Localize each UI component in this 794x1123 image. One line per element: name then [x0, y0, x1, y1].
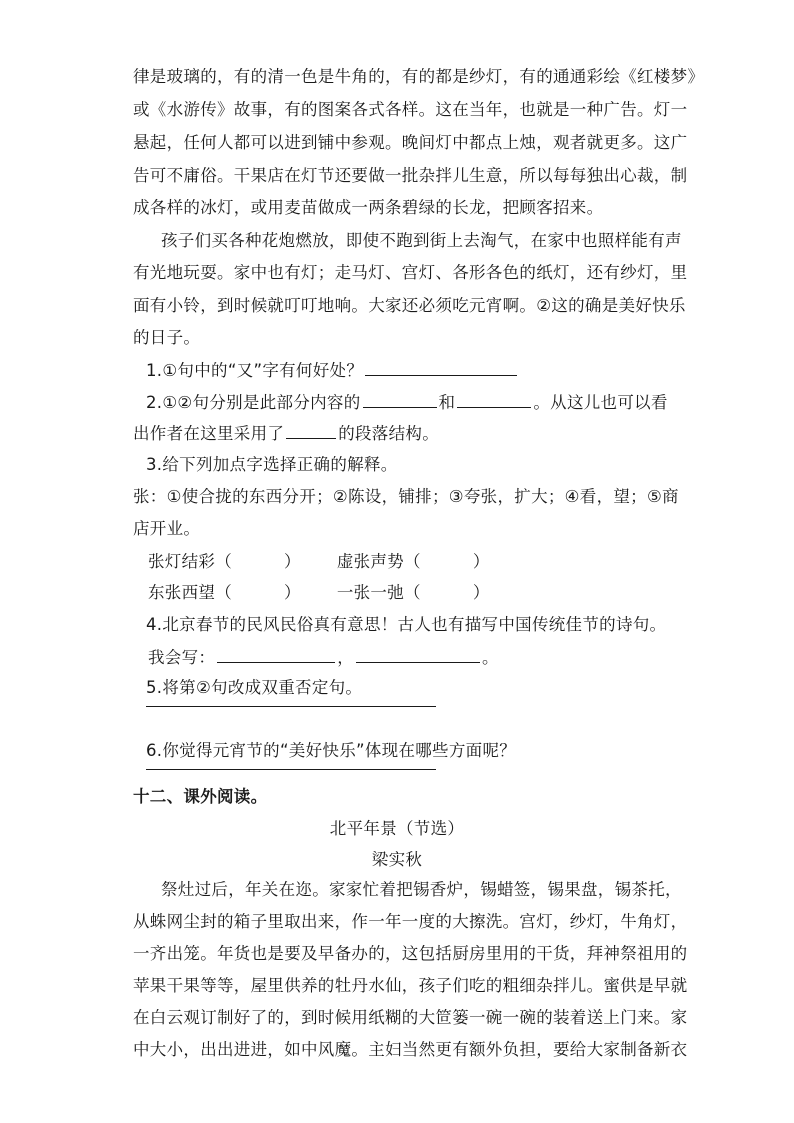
passage-line: 成各样的冰灯，或用麦苗做成一两条碧绿的长龙，把顾客招来。 [133, 198, 604, 217]
section-heading: 十二、课外阅读。 [133, 787, 268, 806]
question-3-row-1 [148, 551, 490, 573]
answer-line[interactable] [146, 706, 436, 707]
answer-line[interactable] [146, 769, 436, 770]
question-1-text: 1.①句中的“又”字有何好处？ [146, 361, 364, 380]
word-item-close: ） [284, 552, 301, 571]
question-4-period: 。 [482, 648, 499, 667]
answer-blank[interactable] [363, 391, 437, 408]
question-2 [146, 391, 668, 414]
question-1 [146, 359, 519, 382]
passage-line: 律是玻璃的，有的清一色是牛角的，有的都是纱灯，有的通通彩绘《红楼梦》 [133, 67, 705, 86]
word-item: 一张一弛（ [336, 583, 421, 602]
passage-line: 的日子。 [133, 328, 201, 347]
article-author: 梁实秋 [371, 850, 423, 869]
answer-blank[interactable] [356, 646, 480, 663]
question-2-text-cont: 出作者在这里采用了 [133, 424, 285, 443]
question-2-and: 和 [438, 393, 456, 412]
passage-line: 有光地玩耍。家中也有灯；走马灯、宫灯、各形各色的纸灯，还有纱灯，里 [133, 263, 688, 282]
passage-line: 孩子们买各种花炮燃放，即使不跑到街上去淘气，在家中也照样能有声 [161, 231, 682, 250]
article-line: 一齐出笼。年货也是要及早备办的，这包括厨房里用的干货，拜神祭祖用的 [133, 944, 688, 963]
question-3-row-2 [148, 582, 490, 604]
article-line: 苹果干果等等，屋里供养的牡丹水仙，孩子们吃的粗细杂拌儿。蜜供是早就 [133, 976, 688, 995]
article-line: 从蛛网尘封的箱子里取出来，作一年一度的大擦洗。宫灯，纱灯，牛角灯， [133, 912, 688, 931]
question-4-comma: ， [337, 648, 355, 667]
answer-blank[interactable] [217, 646, 335, 663]
word-item: 东张西望（ [148, 583, 232, 602]
article-line: 在白云观订制好了的，到时候用纸糊的大笸篓一碗一碗的装着送上门来。家 [133, 1008, 688, 1027]
word-item-close: ） [284, 583, 301, 602]
question-2-text: 2.①②句分别是此部分内容的 [146, 393, 361, 412]
word-item-close: ） [472, 583, 490, 602]
passage-line: 悬起，任何人都可以进到铺中参观。晚间灯中都点上烛，观者就更多。这广 [133, 133, 688, 152]
question-5: 5.将第②句改成双重否定句。 [146, 678, 363, 697]
question-2-text-end: 。从这儿也可以看 [533, 393, 668, 412]
word-item-close: ） [472, 552, 490, 571]
article-line: 祭灶过后，年关在迩。家家忙着把锡香炉，锡蜡签，锡果盘，锡茶托， [161, 880, 682, 899]
passage-line: 或《水游传》故事，有的图案各式各样。这在当年，也就是一种广告。灯一 [133, 100, 688, 119]
question-4-answer [148, 646, 499, 669]
word-item: 虚张声势（ [336, 552, 421, 571]
question-4: 4.北京春节的民风民俗真有意思！古人也有描写中国传统佳节的诗句。 [146, 615, 667, 634]
question-6: 6.你觉得元宵节的“美好快乐”体现在哪些方面呢？ [146, 741, 517, 760]
passage-line: 面有小铃，到时候就叮叮地响。大家还必须吃元宵啊。②这的确是美好快乐 [133, 296, 686, 315]
question-2-cont [133, 422, 439, 445]
answer-blank[interactable] [365, 359, 517, 376]
question-4-prompt: 我会写： [148, 648, 216, 667]
article-line: 中大小，出出进进，如中风魔。主妇当然更有额外负担，要给大家制备新衣 [133, 1040, 688, 1059]
article-title: 北平年景（节选） [329, 819, 465, 838]
question-3-definitions-cont: 店开业。 [133, 519, 201, 538]
answer-blank[interactable] [457, 391, 531, 408]
question-3: 3.给下列加点字选择正确的解释。 [146, 455, 398, 474]
answer-blank[interactable] [286, 422, 336, 439]
question-2-text-tail: 的段落结构。 [338, 424, 440, 443]
word-item: 张灯结彩（ [148, 552, 232, 571]
question-3-definitions: 张：①使合拢的东西分开；②陈设，铺排；③夸张，扩大；④看，望；⑤商 [133, 487, 679, 506]
passage-line: 告可不庸俗。干果店在灯节还要做一批杂拌儿生意，所以每每独出心裁，制 [133, 166, 688, 185]
